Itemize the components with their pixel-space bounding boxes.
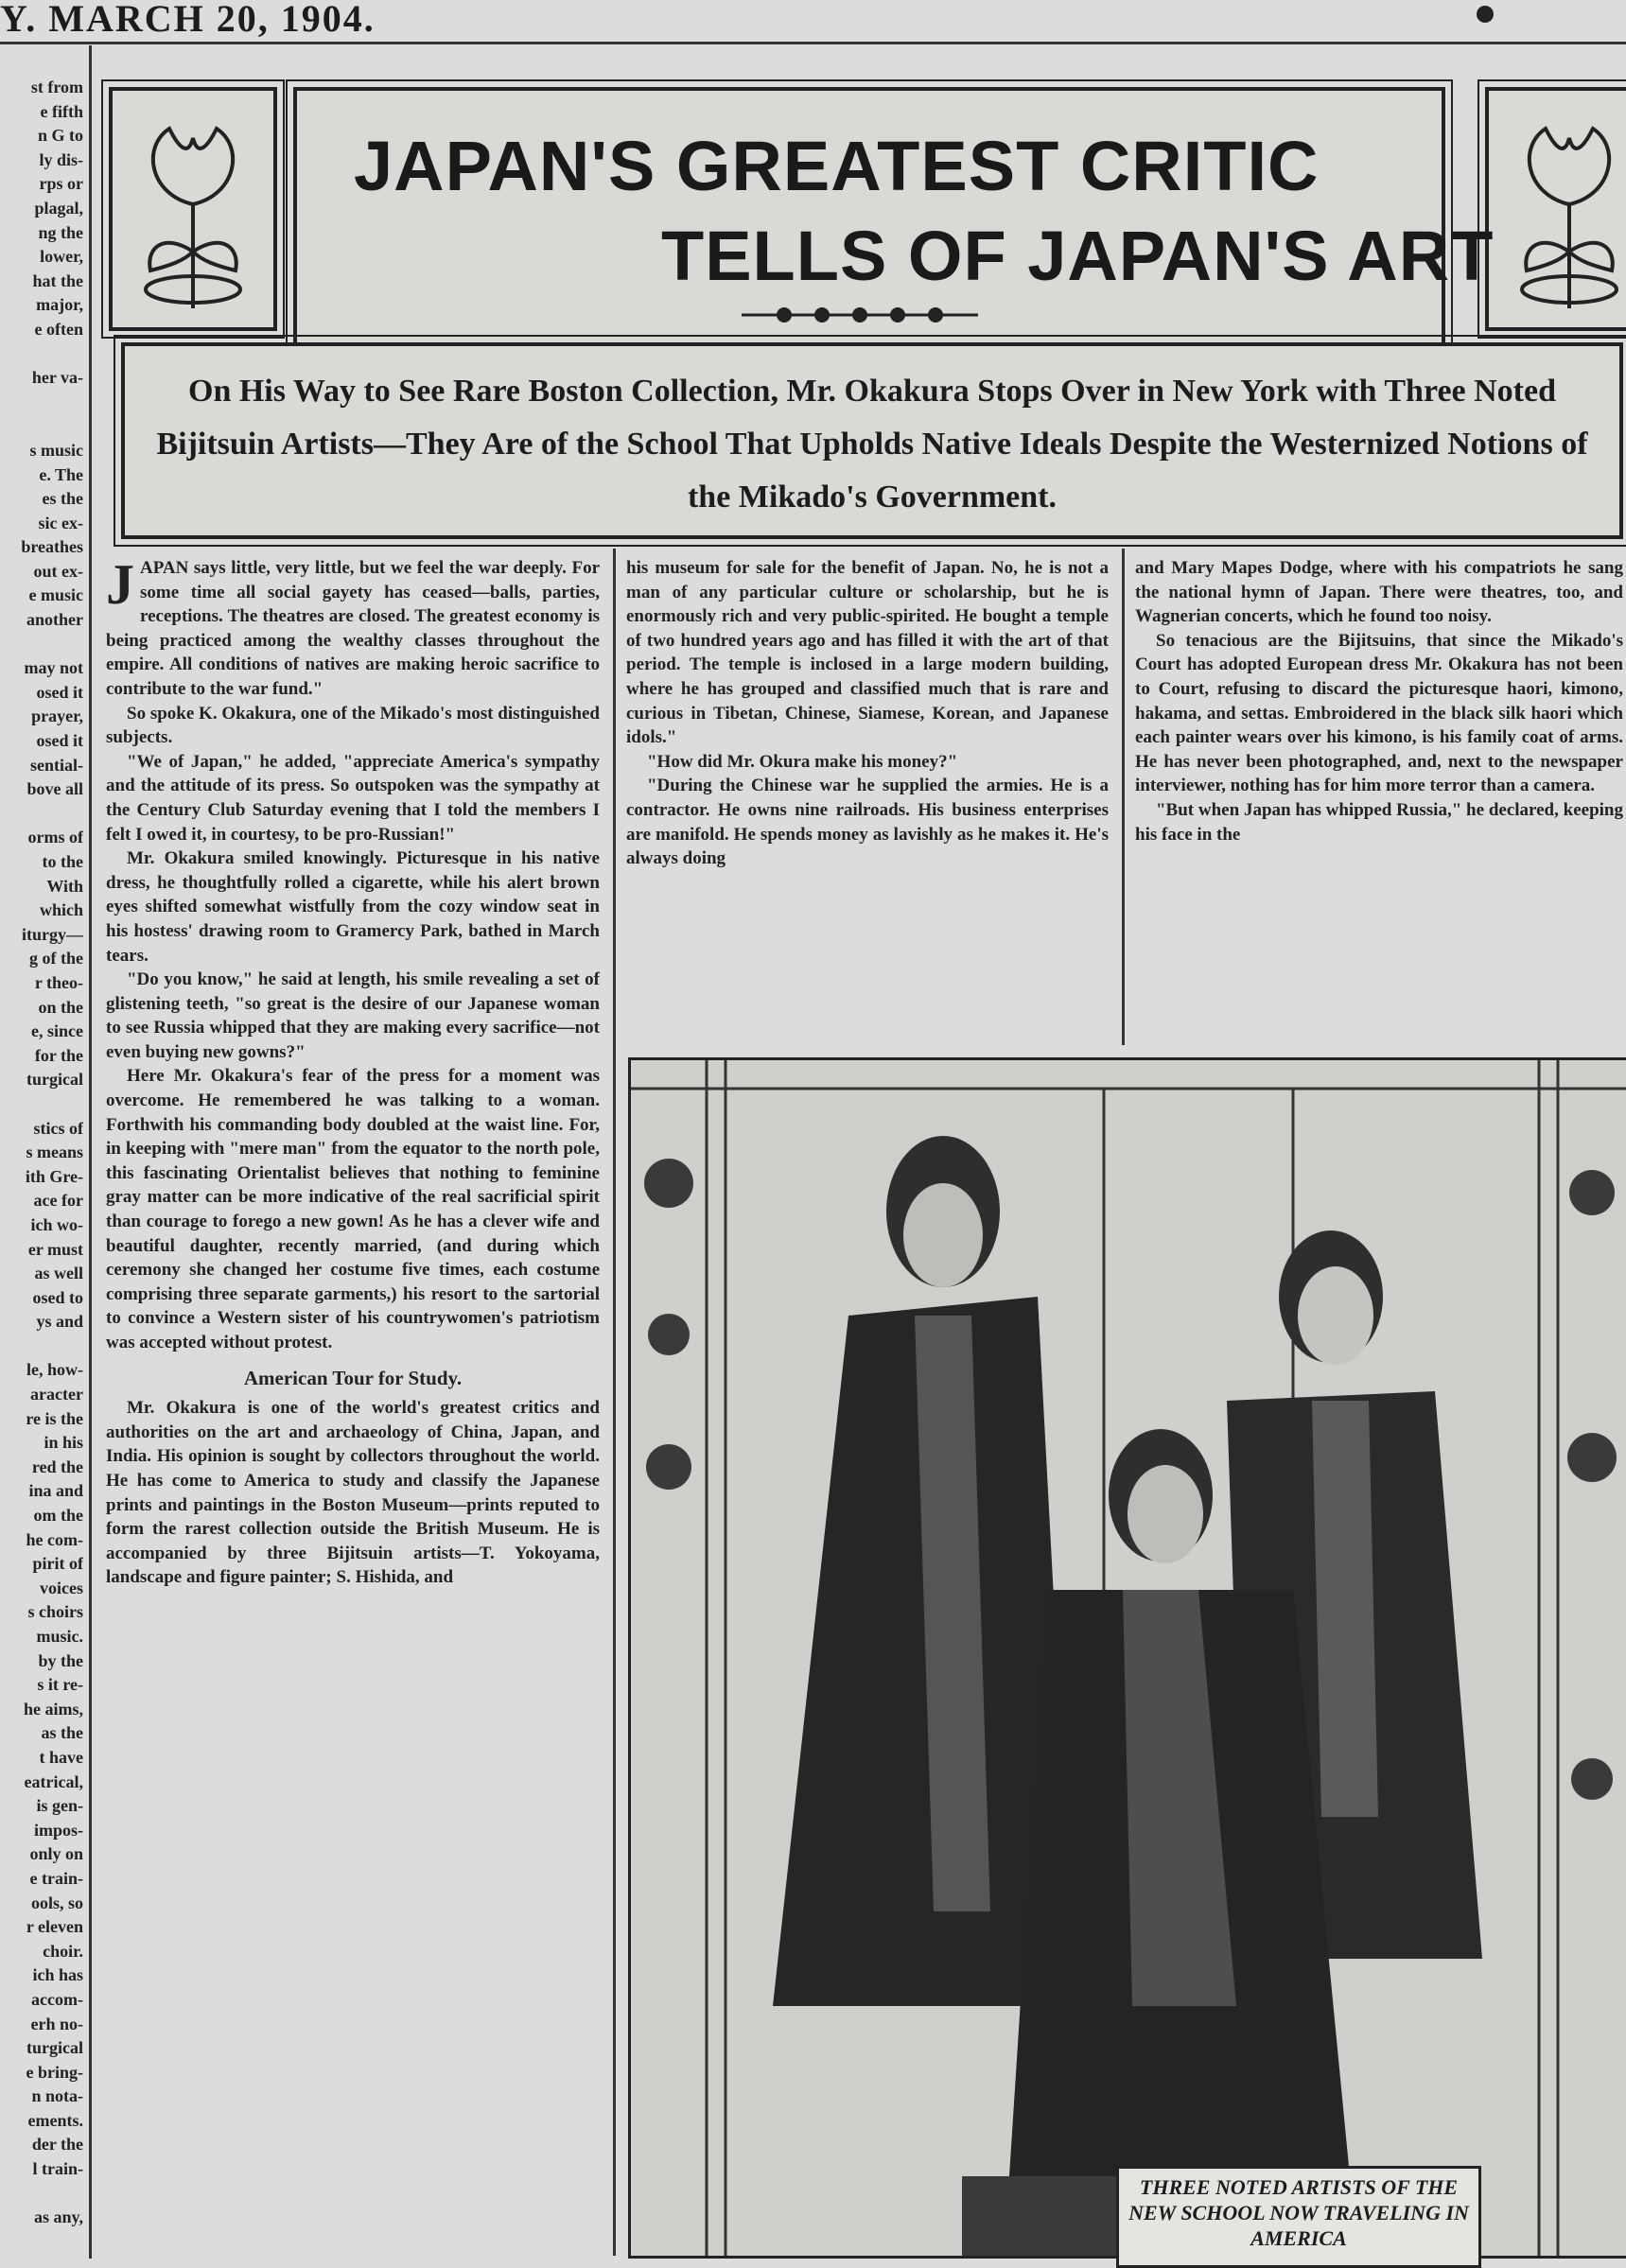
left-fragment-line: bove all	[26, 779, 83, 799]
left-fragment-line: es the	[42, 489, 83, 509]
left-fragment-line: erh no-	[30, 2014, 83, 2033]
left-fragment-line: st from	[30, 78, 83, 96]
headline-line-1: JAPAN'S GREATEST CRITIC	[354, 127, 1320, 205]
left-fragment-line: by the	[38, 1650, 83, 1670]
col1-paragraph-7: Mr. Okakura is one of the world's greatest critics and authorities on the art and archaeology of China, Japan, and India. His opinion is sought by collectors throughout the world. He has come to America to study and classify the Japanese prints and paintings in the Boston Museum—prints reputed to form the rarest collection outside the British Museum. He is accompanied by three Bijitsuin artists—T. Yokoyama, landscape and figure painter; S. Hishida, and	[106, 1398, 600, 1588]
left-fragment-line	[0, 633, 83, 657]
left-fragment-line: e. The	[39, 464, 83, 484]
col1-paragraph-4: Mr. Okakura smiled knowingly. Picturesque in his native dress, he thoughtfully rolled a cigarette, while his alert brown eyes shifted somewhat wistfully from the cozy window seat in his hostess' drawing room to Gramercy Park, bathed in March tears.	[106, 848, 600, 966]
left-fragment-line: n nota-	[31, 2086, 83, 2106]
left-fragment-line: hat the	[32, 270, 83, 290]
column-rule-1	[613, 549, 616, 2256]
col2-paragraph-2: "How did Mr. Okura make his money?"	[647, 751, 958, 772]
left-fragment-line: ys and	[36, 1312, 83, 1332]
left-fragment-line: ith Gre-	[25, 1166, 83, 1186]
col2-paragraph-3: "During the Chinese war he supplied the armies. He is a contractor. He owns nine railroads. His business enterprises are manifold. He spends money as lavishly as he makes it. He's always doing	[626, 776, 1109, 869]
left-fragment-line: orms of	[27, 828, 83, 847]
left-fragment-line: s it re-	[37, 1675, 83, 1695]
left-fragment-line: eatrical,	[24, 1771, 83, 1791]
left-fragment-line: sential-	[30, 755, 83, 775]
left-fragment-line: rps or	[39, 174, 83, 194]
left-fragment-line: iturgy—	[22, 924, 83, 944]
left-fragment-line	[0, 1335, 83, 1359]
col1-paragraph-5: "Do you know," he said at length, his smile revealing a set of glistening teeth, "so great is the desire of our Japanese woman to see Russia whipped that they are making every sacrifice—not even buying new gowns?"	[106, 969, 600, 1062]
left-fragment-line: s choirs	[27, 1602, 83, 1622]
col3-paragraph-3: "But when Japan has whipped Russia," he declared, keeping his face in the	[1135, 799, 1623, 845]
left-fragment-line: om the	[33, 1506, 83, 1526]
left-fragment-line: With	[46, 876, 83, 896]
left-fragment-line: ich wo-	[30, 1214, 83, 1234]
left-fragment-line: choir.	[43, 1941, 83, 1961]
left-fragment-line	[0, 391, 83, 415]
left-fragment-line: turgical	[26, 1070, 83, 1090]
artists-illustration	[628, 1057, 1626, 2259]
drop-cap: J	[106, 556, 134, 616]
left-fragment-line: osed to	[32, 1287, 83, 1307]
left-fragment-line: turgical	[26, 2038, 83, 2058]
left-fragment-line	[0, 2182, 83, 2207]
dateline-text: Y. MARCH 20, 1904.	[0, 0, 376, 40]
left-fragment-line: voices	[40, 1578, 83, 1597]
section-subhead: American Tour for Study.	[243, 1366, 463, 1389]
dateline	[0, 0, 1626, 44]
left-fragment-line: osed it	[36, 731, 83, 751]
left-fragment-line: ements.	[27, 2110, 83, 2130]
left-fragment-line: for the	[34, 1045, 83, 1065]
left-fragment-line: impos-	[33, 1820, 83, 1840]
left-fragment-line: on the	[38, 997, 83, 1017]
left-fragment-line: s means	[26, 1143, 83, 1162]
dateline-dot	[1477, 6, 1494, 23]
left-fragment-line: breathes	[21, 537, 83, 557]
illustration-caption: THREE NOTED ARTISTS OF THE NEW SCHOOL NOW TRAVELING IN AMERICA	[1116, 2166, 1481, 2268]
col3-paragraph-2: So tenacious are the Bijitsuins, that since the Mikado's Court has adopted European dress Mr. Okakura has not been to Court, refusing to discard the picturesque haori, kimono, hakama, and settas. Embroidered in the black silk haori which each painter wears over his kimono, is his family coat of arms. He has never been photographed, and, next to the newspaper interviewer, nothing has for him more terror than a camera.	[1135, 630, 1623, 796]
left-fragment-line: e often	[34, 319, 83, 339]
left-fragment-line: stics of	[33, 1118, 83, 1138]
left-fragment-line: music.	[36, 1627, 83, 1646]
left-fragment-line: as the	[41, 1723, 83, 1743]
left-fragment-line: may not	[24, 658, 83, 678]
left-fragment-line: another	[26, 610, 83, 630]
left-fragment-line: accom-	[31, 1989, 83, 2009]
left-fragment-line	[0, 414, 83, 439]
deck-box	[121, 342, 1623, 539]
left-fragment-line: is gen-	[36, 1796, 83, 1816]
left-fragment-line: re is the	[26, 1408, 83, 1428]
column-rule-left	[89, 45, 92, 2259]
col1-paragraph-3: "We of Japan," he added, "appreciate America's sympathy and the attitude of its press. So outspoken was the sympathy at the Century Club Saturday evening that I told the members I felt I owed it, in courtesy, to be pro-Russian!"	[106, 751, 600, 845]
left-fragment-line: prayer,	[31, 707, 83, 726]
left-fragment-line: sic ex-	[38, 513, 83, 532]
col1-paragraph-6: Here Mr. Okakura's fear of the press for a moment was overcome. He remembered he was talking to a woman. Forthwith his commanding body doubled at the waist line. For, in keeping with "mere man" from the equator to the north pole, this fascinating Orientalist believes that nothing to feminine gray matter can be more indicative of the real sacrificial spirit than courage to forego a new gown! As he has a clever wife and beautiful daughter, recently married, (and during which ceremony she changed her costume five times, each costume comprising three separate garments,) his resort to the sartorial to convince a Western sister of his countrywomen's patriotism was accepted without protest.	[106, 1066, 600, 1352]
deck-subheadline: On His Way to See Rare Boston Collection, Mr. Okakura Stops Over in New York with Three Noted Bijitsuin Artists—They Are of the School That Upholds Native Ideals Despite the Westernized Notions of the Mikado's Government.	[156, 374, 1588, 515]
left-fragment-line	[0, 802, 83, 827]
left-fragment-line: r theo-	[34, 972, 83, 992]
left-fragment-line: ly dis-	[39, 149, 83, 169]
left-fragment-line: er must	[27, 1239, 83, 1259]
col1-paragraph-1: APAN says little, very little, but we feel the war deeply. For some time all social gayety has ceased—balls, parties, receptions. The theatres are closed. The greatest economy is being practiced among the wealthy classes throughout the empire. All conditions of natives are making heroic sacrifice to contribute to the war fund."	[106, 558, 600, 699]
left-fragment-line: which	[39, 900, 83, 920]
left-fragment-line: her va-	[31, 368, 83, 388]
left-fragment-line: he aims,	[24, 1699, 83, 1718]
headline-line-2: TELLS OF JAPAN'S ART	[661, 217, 1495, 295]
left-fragment-line: ools, so	[30, 1893, 83, 1912]
left-fragment-line: e, since	[31, 1021, 83, 1041]
left-fragment-line	[0, 1092, 83, 1117]
left-fragment-line: lower,	[40, 247, 83, 267]
col2-paragraph-1: his museum for sale for the benefit of Japan. No, he is not a man of any particular culture or scholarship, but he is enormously rich and very public-spirited. He bought a temple of two hundred years ago and has filled it with the art of that period. The temple is inclosed in a large modern building, where he has grouped and classified much that is rare and curious in Tibetan, Chinese, Siamese, Korean, and Japanese idols."	[626, 558, 1109, 748]
left-fragment-line: ace for	[33, 1191, 83, 1211]
left-fragment-line: red the	[31, 1457, 83, 1476]
left-fragment-line: e music	[28, 585, 83, 605]
ornament-right	[1485, 87, 1626, 331]
left-fragment-line	[0, 342, 83, 367]
article-column-1	[106, 556, 600, 2254]
left-fragment-line: as any,	[33, 2207, 83, 2227]
left-fragment-line: he com-	[26, 1529, 83, 1549]
left-fragment-line: e bring-	[26, 2062, 83, 2082]
left-fragment-line: as well	[34, 1264, 83, 1283]
article-column-2	[626, 556, 1109, 1040]
left-fragment-line: aracter	[30, 1385, 83, 1404]
left-fragment-line: e train-	[29, 1868, 83, 1888]
left-fragment-line: le, how-	[26, 1360, 83, 1380]
floral-ornament-icon	[1489, 91, 1626, 327]
divider-dots-icon	[742, 304, 978, 326]
left-fragment-line: ng the	[38, 222, 83, 242]
article-column-3	[1135, 556, 1623, 1040]
left-fragment-line: only on	[29, 1844, 83, 1864]
ornament-left	[109, 87, 277, 331]
headline-box	[293, 87, 1495, 369]
left-fragment-line: ina and	[28, 1481, 83, 1501]
left-fragment-line: r eleven	[26, 1917, 83, 1937]
left-fragment-line: out ex-	[33, 561, 83, 581]
left-fragment-line: plagal,	[34, 198, 83, 218]
col1-paragraph-2: So spoke K. Okakura, one of the Mikado's most distinguished subjects.	[106, 703, 600, 748]
col3-paragraph-1: and Mary Mapes Dodge, where with his compatriots he sang the national hymn of Japan. There were theatres, too, and Wagnerian concerts, which he found too noisy.	[1135, 558, 1623, 627]
left-column-fragment	[0, 76, 83, 2251]
left-fragment-line: g of the	[29, 949, 83, 968]
left-fragment-line: ich has	[32, 1965, 83, 1985]
column-rule-2	[1122, 549, 1125, 1045]
left-fragment-line: in his	[44, 1433, 83, 1453]
left-fragment-line: to the	[42, 852, 83, 871]
left-fragment-line: e fifth	[40, 101, 83, 121]
left-fragment-line: t have	[39, 1747, 83, 1767]
left-fragment-line: n G to	[37, 126, 83, 146]
left-fragment-line: pirit of	[32, 1554, 83, 1574]
floral-ornament-icon	[113, 91, 273, 327]
left-fragment-line: l train-	[32, 2159, 83, 2179]
left-fragment-line: major,	[36, 295, 83, 315]
left-fragment-line: s music	[29, 440, 83, 460]
engraving-three-artists-icon	[631, 1060, 1626, 2256]
left-fragment-line: der the	[31, 2135, 83, 2155]
left-fragment-line: osed it	[36, 682, 83, 702]
